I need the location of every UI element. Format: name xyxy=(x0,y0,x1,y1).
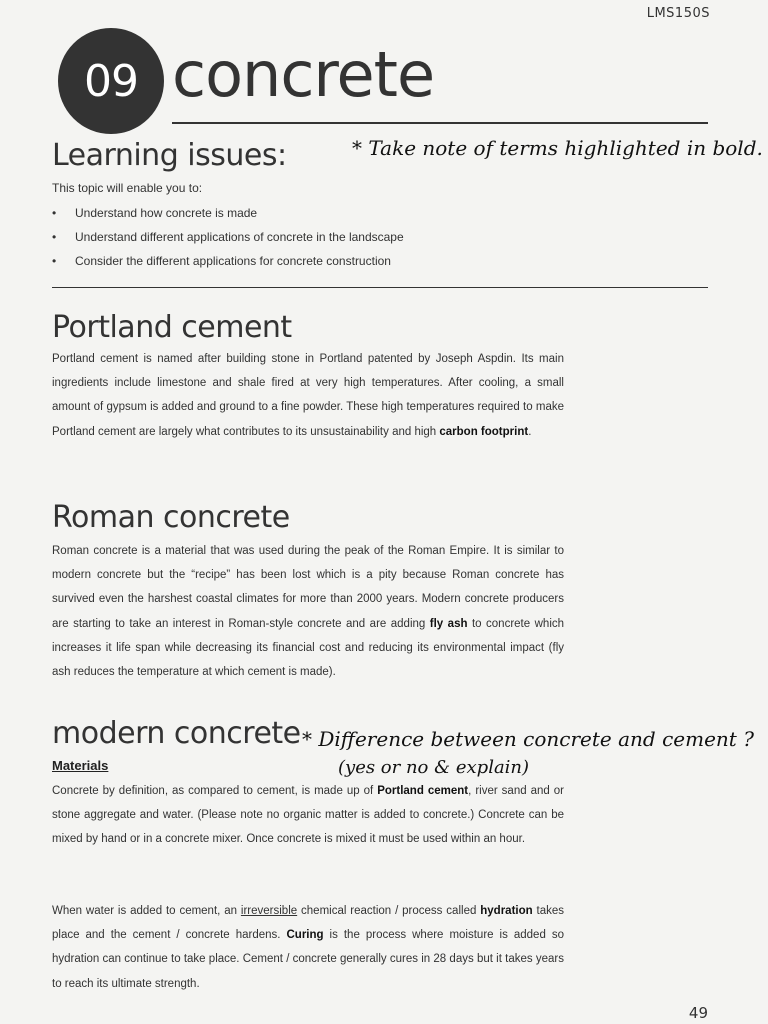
modern-concrete-paragraph-2: When water is added to cement, an irreversible chemical reaction / process called hydration takes place and the cement / concrete hardens. Curing is the process where moisture is added so hydration can continue to take place. Cement / concrete generally cures in 28 days but it takes years to reach its ultimate strength. xyxy=(52,905,565,990)
roman-concrete-heading: Roman concrete xyxy=(52,500,290,535)
list-item: • Understand different applications of concrete in the landscape xyxy=(52,225,404,249)
modern-concrete-paragraph-1: Concrete by definition, as compared to cement, is made up of Portland cement, river sand and or stone aggregate and water. (Please note no organic matter is added to concrete.) Concrete can be mixed by hand or in a concrete mixer. Once concrete is mixed it must be used within an hour. xyxy=(52,785,565,846)
chapter-number: 09 xyxy=(84,55,138,107)
handwritten-note-difference: * Difference between concrete and cement ? xyxy=(302,727,754,751)
title-divider xyxy=(172,122,708,124)
page-number: 49 xyxy=(688,1004,708,1022)
portland-cement-heading: Portland cement xyxy=(52,310,292,345)
chapter-badge xyxy=(58,28,164,134)
bullet-icon: • xyxy=(52,206,57,220)
portland-cement-paragraph: Portland cement is named after building stone in Portland patented by Joseph Aspdin. Its main ingredients include limestone and shale fired at very high temperatures. After cooling, a small amount of gypsum is added and ground to a fine powder. These high temperatures required to make Portland cement are largely what contributes to its unsustainability and high carbon footprint. xyxy=(52,353,564,438)
list-item: • Consider the different applications for concrete construction xyxy=(52,249,404,273)
learning-issues-heading: Learning issues: xyxy=(52,138,287,173)
learning-intro: This topic will enable you to: xyxy=(52,181,203,195)
chapter-title: concrete xyxy=(172,38,435,111)
course-code: LMS150S xyxy=(646,6,710,21)
materials-subheading: Materials xyxy=(52,758,109,773)
bullet-icon: • xyxy=(52,230,57,244)
handwritten-note-bold-terms: * Take note of terms highlighted in bold. xyxy=(352,136,763,160)
learning-goals-list xyxy=(52,201,404,273)
section-divider xyxy=(52,287,708,288)
bullet-icon: • xyxy=(52,254,57,268)
list-item: • Understand how concrete is made xyxy=(52,201,404,225)
modern-concrete-heading: modern concrete xyxy=(52,716,301,751)
roman-concrete-paragraph: Roman concrete is a material that was used during the peak of the Roman Empire. It is similar to modern concrete but the “recipe” has been lost which is a pity because Roman concrete has survived even the harshest coastal climates for more than 2000 years. Modern concrete producers are starting to take an interest in Roman-style concrete and are adding fly ash to concrete which increases it life span while decreasing its financial cost and reducing its environmental impact (fly ash reduces the temperature at which cement is made). xyxy=(52,545,565,679)
handwritten-note-explain: (yes or no & explain) xyxy=(338,757,530,778)
